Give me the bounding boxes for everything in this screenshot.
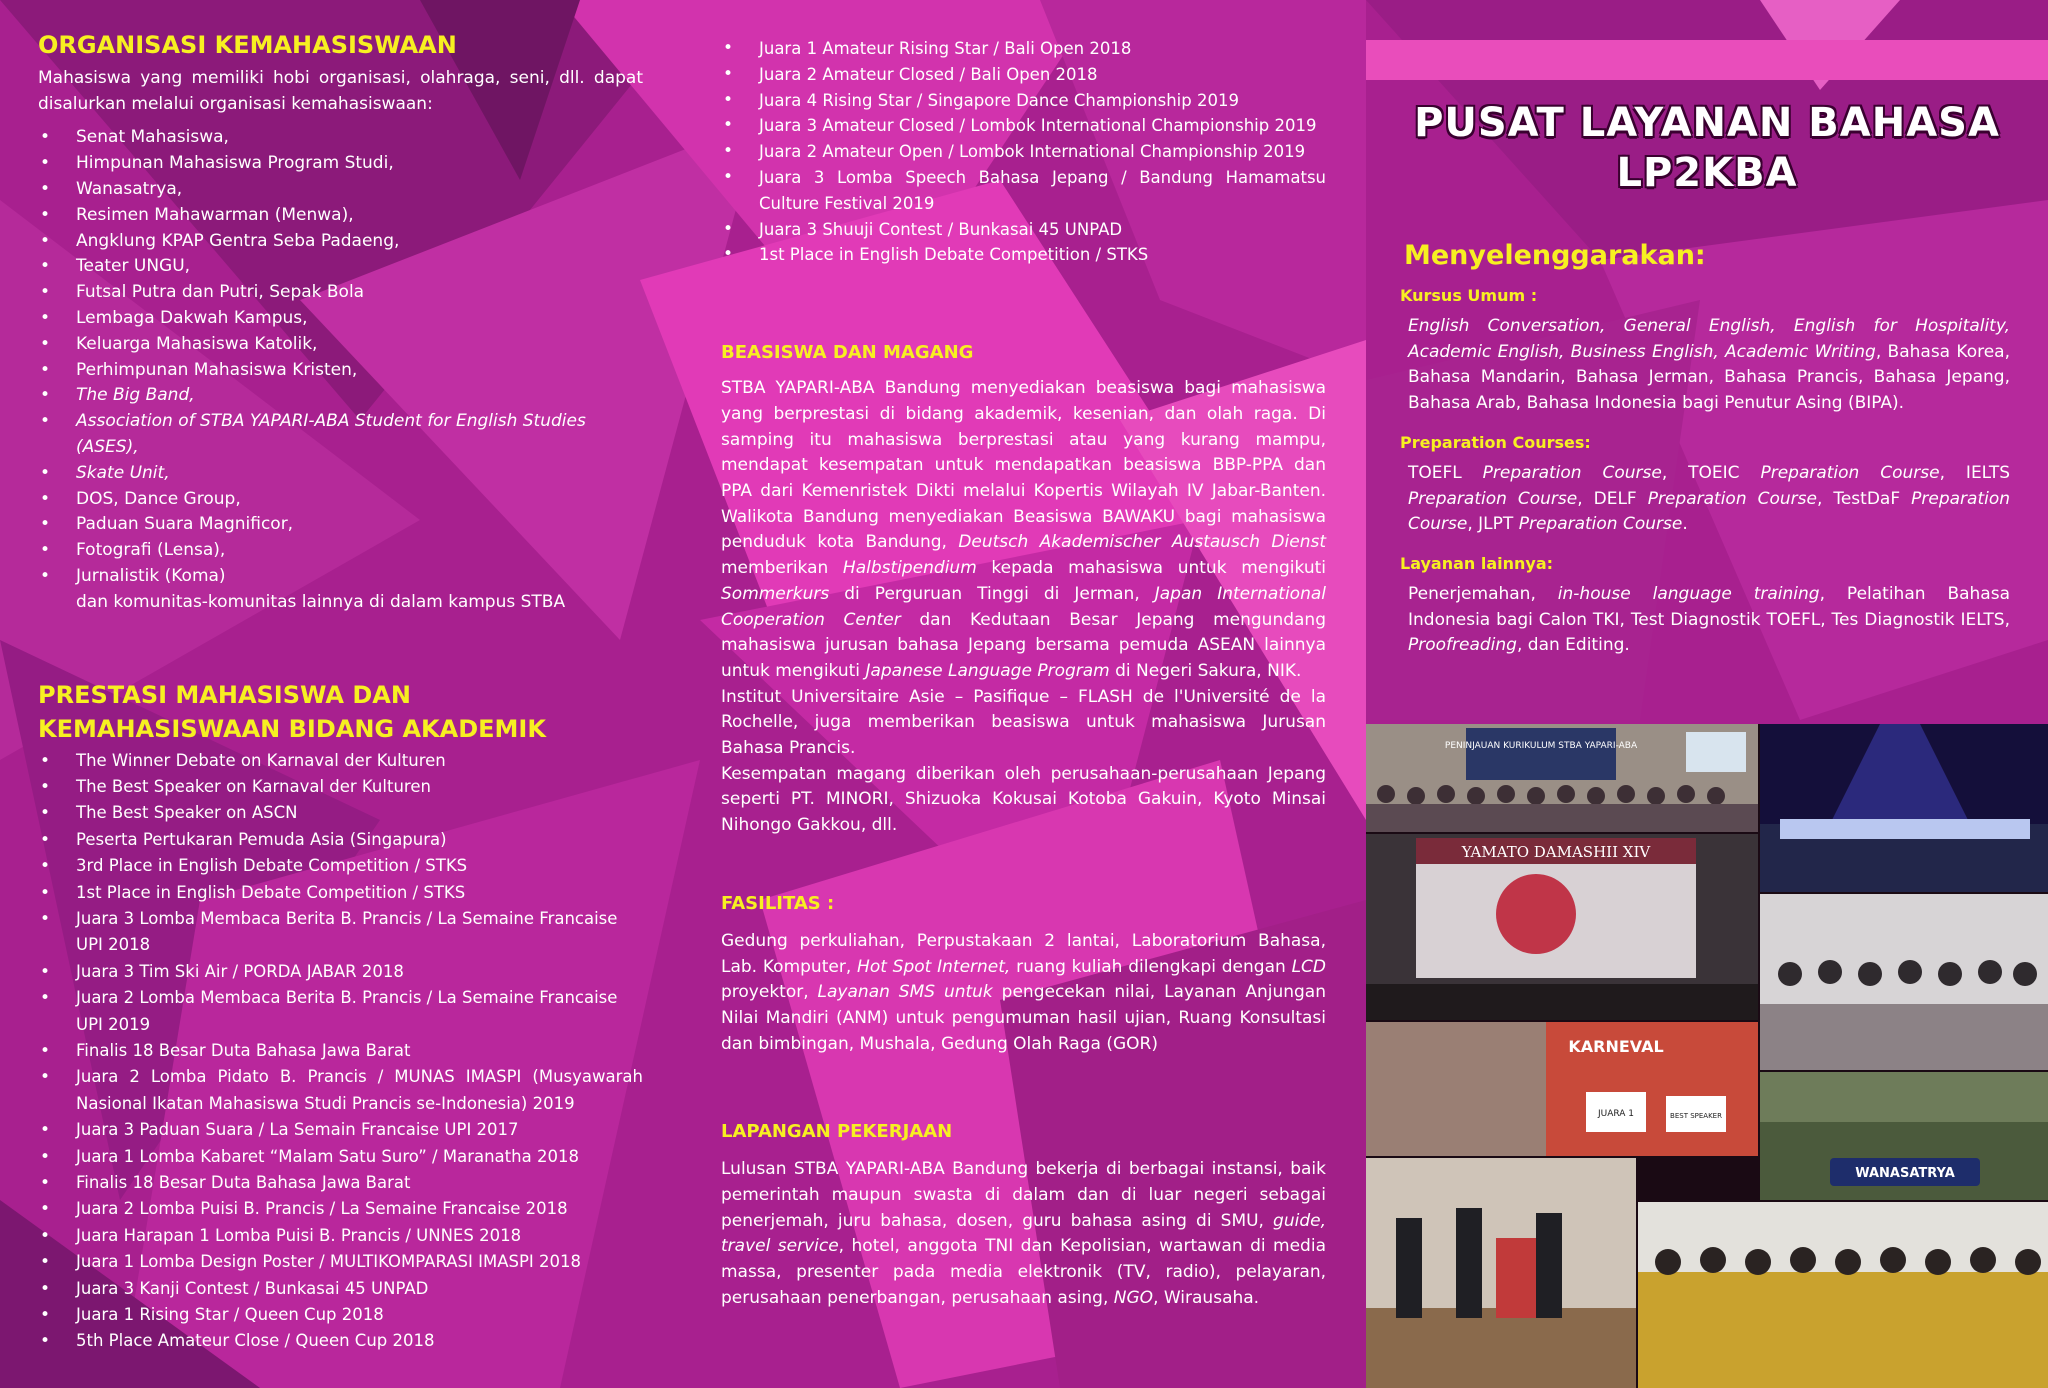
list-item: • Skate Unit,: [38, 461, 643, 487]
list-item: • Perhimpunan Mahasiswa Kristen,: [38, 358, 643, 384]
list-item: • Peserta Pertukaran Pemuda Asia (Singapura): [38, 827, 643, 853]
photo-wanasatrya: [1760, 1072, 2048, 1200]
list-item: • Himpunan Mahasiswa Program Studi,: [38, 151, 643, 177]
list-item: • Resimen Mahawarman (Menwa),: [38, 203, 643, 229]
list-item: • Juara 4 Rising Star / Singapore Dance Championship 2019: [721, 88, 1326, 114]
org-intro: Mahasiswa yang memiliki hobi organisasi, olahraga, seni, dll. dapat disalurkan melalui organisasi kemahasiswaan:: [38, 68, 643, 114]
beasiswa-p2: Institut Universitaire Asie – Pasifique – FLASH de l'Université de la Rochelle, juga memberikan beasiswa untuk mahasiswa Jurusan Bahasa Prancis.: [721, 686, 1326, 759]
svg-text:JUARA 1: JUARA 1: [1597, 1109, 1635, 1119]
layanan-text: Penerjemahan, in-house language training, Pelatihan Bahasa Indonesia bagi Calon TKI, Test Diagnostik TOEFL, Tes Diagnostik IELTS, Proofreading, dan Editing.: [1408, 583, 2010, 656]
list-item: • Lembaga Dakwah Kampus,: [38, 306, 643, 332]
prestasi2-list: [721, 36, 1326, 268]
list-item: • The Best Speaker on ASCN: [38, 800, 643, 826]
list-item: • Juara 1 Lomba Design Poster / MULTIKOMPARASI IMASPI 2018: [38, 1249, 643, 1275]
list-item: • Juara 2 Lomba Pidato B. Prancis / MUNAS IMASPI (Musyawarah Nasional Ikatan Mahasiswa Studi Prancis se-Indonesia) 2019: [38, 1064, 643, 1117]
list-item: • Juara 3 Amateur Closed / Lombok International Championship 2019: [721, 113, 1326, 139]
layanan-title: Layanan lainnya:: [1400, 553, 1554, 573]
photo-group-students: [1760, 894, 2048, 1070]
list-item: • 1st Place in English Debate Competition / STKS: [721, 242, 1326, 268]
list-item: • 3rd Place in English Debate Competition / STKS: [38, 853, 643, 879]
svg-text:BEST SPEAKER: BEST SPEAKER: [1670, 1112, 1722, 1120]
photo-choir-stage: [1760, 724, 2048, 892]
list-item: • Finalis 18 Besar Duta Bahasa Jawa Barat: [38, 1038, 643, 1064]
list-item: • Juara 2 Lomba Membaca Berita B. Prancis / La Semaine Francaise UPI 2019: [38, 985, 643, 1038]
beasiswa-title: BEASISWA DAN MAGANG: [721, 342, 974, 364]
list-item: • Juara 3 Lomba Speech Bahasa Jepang / Bandung Hamamatsu Culture Festival 2019: [721, 165, 1326, 217]
prestasi-title: PRESTASI MAHASISWA DAN KEMAHASISWAAN BIDANG AKADEMIK: [38, 680, 546, 743]
photo-yellow-jackets: [1638, 1202, 2048, 1388]
kursus-text: English Conversation, General English, English for Hospitality, Academic English, Business English, Academic Writing, Bahasa Korea, Bahasa Mandarin, Bahasa Jerman, Bahasa Prancis, Bahasa Jepang, Bahasa Arab, Bahasa Indonesia bagi Penutur Asing (BIPA).: [1408, 316, 2010, 414]
list-item: • Finalis 18 Besar Duta Bahasa Jawa Barat: [38, 1170, 643, 1196]
list-item: • Juara 1 Lomba Kabaret “Malam Satu Suro” / Maranatha 2018: [38, 1144, 643, 1170]
beasiswa-p3: Kesempatan magang diberikan oleh perusahaan-perusahaan Jepang seperti PT. MINORI, Shizuoka Kokusai Kotoba Gakuin, Kyoto Minsai Nihongo Gakkou, dll.: [721, 763, 1326, 836]
list-item: • The Winner Debate on Karnaval der Kulturen: [38, 748, 643, 774]
list-item: • Fotografi (Lensa),: [38, 538, 643, 564]
prep-title: Preparation Courses:: [1400, 432, 1591, 452]
list-item: • Juara 1 Amateur Rising Star / Bali Open 2018: [721, 36, 1326, 62]
kursus-title: Kursus Umum :: [1400, 286, 1538, 305]
list-item: • Juara 3 Paduan Suara / La Semain Francaise UPI 2017: [38, 1117, 643, 1143]
list-item: • Association of STBA YAPARI-ABA Student for English Studies (ASES),: [38, 409, 643, 461]
list-item: • Juara 1 Rising Star / Queen Cup 2018: [38, 1302, 643, 1328]
photo-dance: [1366, 1158, 1636, 1388]
list-item: • Jurnalistik (Koma): [38, 564, 643, 590]
pink-bar: [1366, 40, 2048, 80]
column-middle: [721, 36, 1326, 1312]
photo-kurikulum: [1366, 724, 1758, 832]
lapangan-title: LAPANGAN PEKERJAAN: [721, 1121, 953, 1143]
fasilitas-text: Gedung perkuliahan, Perpustakaan 2 lantai, Laboratorium Bahasa, Lab. Komputer, Hot Spot Internet, ruang kuliah dilengkapi dengan LCD proyektor, Layanan SMS untuk pengecekan nilai, Layanan Anjungan Nilai Mandiri (ANM) untuk pengumuman hasil ujian, Ruang Konsultasi dan bimbingan, Mushala, Gedung Olah Raga (GOR): [721, 930, 1326, 1054]
column-left: [38, 28, 643, 1355]
list-item: • Juara Harapan 1 Lomba Puisi B. Prancis / UNNES 2018: [38, 1223, 643, 1249]
photo-karneval: [1366, 1022, 1758, 1156]
svg-text:KARNEVAL: KARNEVAL: [1568, 1037, 1664, 1056]
list-item: • Juara 3 Lomba Membaca Berita B. Prancis / La Semaine Francaise UPI 2018: [38, 906, 643, 959]
list-item: • Juara 3 Kanji Contest / Bunkasai 45 UNPAD: [38, 1276, 643, 1302]
list-item: • DOS, Dance Group,: [38, 487, 643, 513]
photo-collage: [1366, 724, 2048, 1388]
column-right: [1400, 284, 2010, 659]
org-tail: dan komunitas-komunitas lainnya di dalam kampus STBA: [76, 591, 566, 612]
svg-text:YAMATO DAMASHII XIV: YAMATO DAMASHII XIV: [1461, 843, 1651, 861]
list-item: • Juara 3 Tim Ski Air / PORDA JABAR 2018: [38, 959, 643, 985]
list-item: • Senat Mahasiswa,: [38, 125, 643, 151]
plb-heading: Menyelenggarakan:: [1404, 240, 1706, 271]
lapangan-text: Lulusan STBA YAPARI-ABA Bandung bekerja di berbagai instansi, baik pemerintah maupun swasta di dalam dan di luar negeri sebagai penerjemah, juru bahasa, dosen, guru bahasa asing di SMU, guide, travel service, hotel, anggota TNI dan Kepolisian, wartawan di media massa, presenter pada media elektronik (TV, radio), pelayaran, perusahaan penerbangan, perusahaan asing, NGO, Wirausaha.: [721, 1159, 1326, 1308]
prestasi-list: [38, 748, 643, 1355]
list-item: • Juara 2 Amateur Closed / Bali Open 2018: [721, 62, 1326, 88]
fasilitas-title: FASILITAS :: [721, 892, 835, 914]
svg-text:WANASATRYA: WANASATRYA: [1855, 1166, 1955, 1181]
list-item: • Futsal Putra dan Putri, Sepak Bola: [38, 280, 643, 306]
org-list: [38, 125, 643, 589]
list-item: • Juara 2 Lomba Puisi B. Prancis / La Semaine Francaise 2018: [38, 1196, 643, 1222]
plb-title: PUSAT LAYANAN BAHASA LP2KBA: [1414, 100, 2000, 196]
list-item: • Wanasatrya,: [38, 177, 643, 203]
photo-yamato: [1366, 834, 1758, 1020]
svg-text:PENINJAUAN KURIKULUM STBA YAPA: PENINJAUAN KURIKULUM STBA YAPARI-ABA: [1444, 741, 1638, 751]
beasiswa-p1: STBA YAPARI-ABA Bandung menyediakan beasiswa bagi mahasiswa yang berprestasi di bidang akademik, kesenian, dan olah raga. Di samping itu mahasiswa berprestasi atau yang kurang mampu, mendapat kesempatan untuk mendapatkan beasiswa BBP-PPA dan PPA dari Kemenristek Dikti melalui Kopertis Wilayah IV Jabar-Banten. Walikota Bandung menyediakan Beasiswa BAWAKU bagi mahasiswa penduduk kota Bandung, Deutsch Akademischer Austausch Dienst memberikan Halbstipendium kepada mahasiswa untuk mengikuti Sommerkurs di Perguruan Tinggi di Jerman, Japan International Cooperation Center dan Kedutaan Besar Jepang mengundang mahasiswa jurusan bahasa Jepang bersama pemuda ASEAN lainnya untuk mengikuti Japanese Language Program di Negeri Sakura, NIK.: [721, 378, 1326, 681]
list-item: • The Best Speaker on Karnaval der Kulturen: [38, 774, 643, 800]
list-item: • Keluarga Mahasiswa Katolik,: [38, 332, 643, 358]
list-item: • Teater UNGU,: [38, 254, 643, 280]
list-item: • Paduan Suara Magnificor,: [38, 512, 643, 538]
list-item: • Juara 2 Amateur Open / Lombok International Championship 2019: [721, 139, 1326, 165]
org-title: ORGANISASI KEMAHASISWAAN: [38, 31, 457, 59]
list-item: • The Big Band,: [38, 383, 643, 409]
list-item: • Angklung KPAP Gentra Seba Padaeng,: [38, 229, 643, 255]
list-item: • 5th Place Amateur Close / Queen Cup 2018: [38, 1328, 643, 1354]
list-item: • 1st Place in English Debate Competition / STKS: [38, 880, 643, 906]
prep-text: TOEFL Preparation Course, TOEIC Preparation Course, IELTS Preparation Course, DELF Preparation Course, TestDaF Preparation Course, JLPT Preparation Course.: [1408, 462, 2011, 535]
list-item: • Juara 3 Shuuji Contest / Bunkasai 45 UNPAD: [721, 217, 1326, 243]
